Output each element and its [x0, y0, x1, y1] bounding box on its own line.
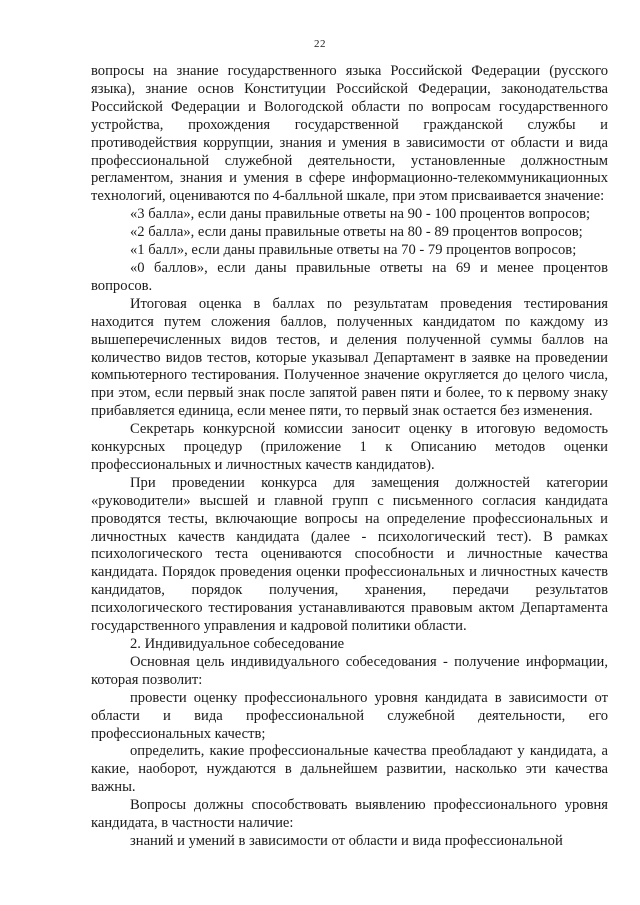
paragraph: «0 баллов», если даны правильные ответы на 69 и менее процентов вопросов.: [91, 259, 608, 294]
paragraph: провести оценку профессионального уровня кандидата в зависимости от области и вида профессиональной служебной деятельности, его профессиональных качеств;: [91, 689, 608, 742]
paragraph: «2 балла», если даны правильные ответы на 80 - 89 процентов вопросов;: [130, 224, 583, 241]
paragraph: Вопросы должны способствовать выявлению профессионального уровня кандидата, в частности наличие:: [91, 797, 608, 832]
paragraph: определить, какие профессиональные качества преобладают у кандидата, а какие, наоборот, нуждаются в дальнейшем развитии, насколько эти качества важны.: [91, 743, 608, 796]
paragraph: Основная цель индивидуального собеседования - получение информации, которая позволит:: [91, 653, 608, 688]
paragraph: знаний и умений в зависимости от области и вида профессиональной: [130, 832, 563, 849]
paragraph: Итоговая оценка в баллах по результатам проведения тестирования находится путем сложения баллов, полученных кандидатом по каждому из вышеперечисленных видов тестов, и деления полученной суммы баллов на количество видов тестов, которые указывал Департамент в заявке на проведении компьютерного тестирования. Полученное значение округляется до целого числа, при этом, если первый знак после запятой равен пяти и более, то к первому знаку прибавляется единица, если менее пяти, то первый знак остается без изменения.: [91, 295, 608, 420]
paragraph: вопросы на знание государственного языка Российской Федерации (русского языка), знание основ Конституции Российской Федерации, законодательства Российской Федерации и Вологодской области по вопросам государственного устройства, прохождения государственной гражданской службы и противодействия коррупции, знания и умения в зависимости от области и вида профессиональной служебной деятельности, установленные должностным регламентом, знания и умения в сфере информационно-телекоммуникационных технологий, оцениваются по 4-балльной шкале, при этом присваивается значение:: [91, 63, 608, 205]
document-body: [91, 63, 608, 851]
paragraph: Секретарь конкурсной комиссии заносит оценку в итоговую ведомость конкурсных процедур (приложение 1 к Описанию методов оценки профессиональных и личностных качеств кандидатов).: [91, 421, 608, 473]
page-number: 22: [314, 38, 326, 50]
paragraph: При проведении конкурса для замещения должностей категории «руководители» высшей и главной групп с письменного согласия кандидата проводятся тесты, включающие вопросы на определение профессиональных и личностных качеств кандидата (далее - психологический тест). В рамках психологического теста оцениваются способности и личностные качества кандидата. Порядок проведения оценки профессиональных и личностных качеств кандидатов, порядок получения, хранения, передачи результатов психологического тестирования устанавливаются правовым актом Департамента государственного управления и кадровой политики области.: [91, 474, 608, 635]
paragraph: 2. Индивидуальное собеседование: [130, 636, 345, 652]
paragraph: «3 балла», если даны правильные ответы на 90 - 100 процентов вопросов;: [130, 206, 591, 223]
paragraph: «1 балл», если даны правильные ответы на 70 - 79 процентов вопросов;: [130, 242, 577, 259]
